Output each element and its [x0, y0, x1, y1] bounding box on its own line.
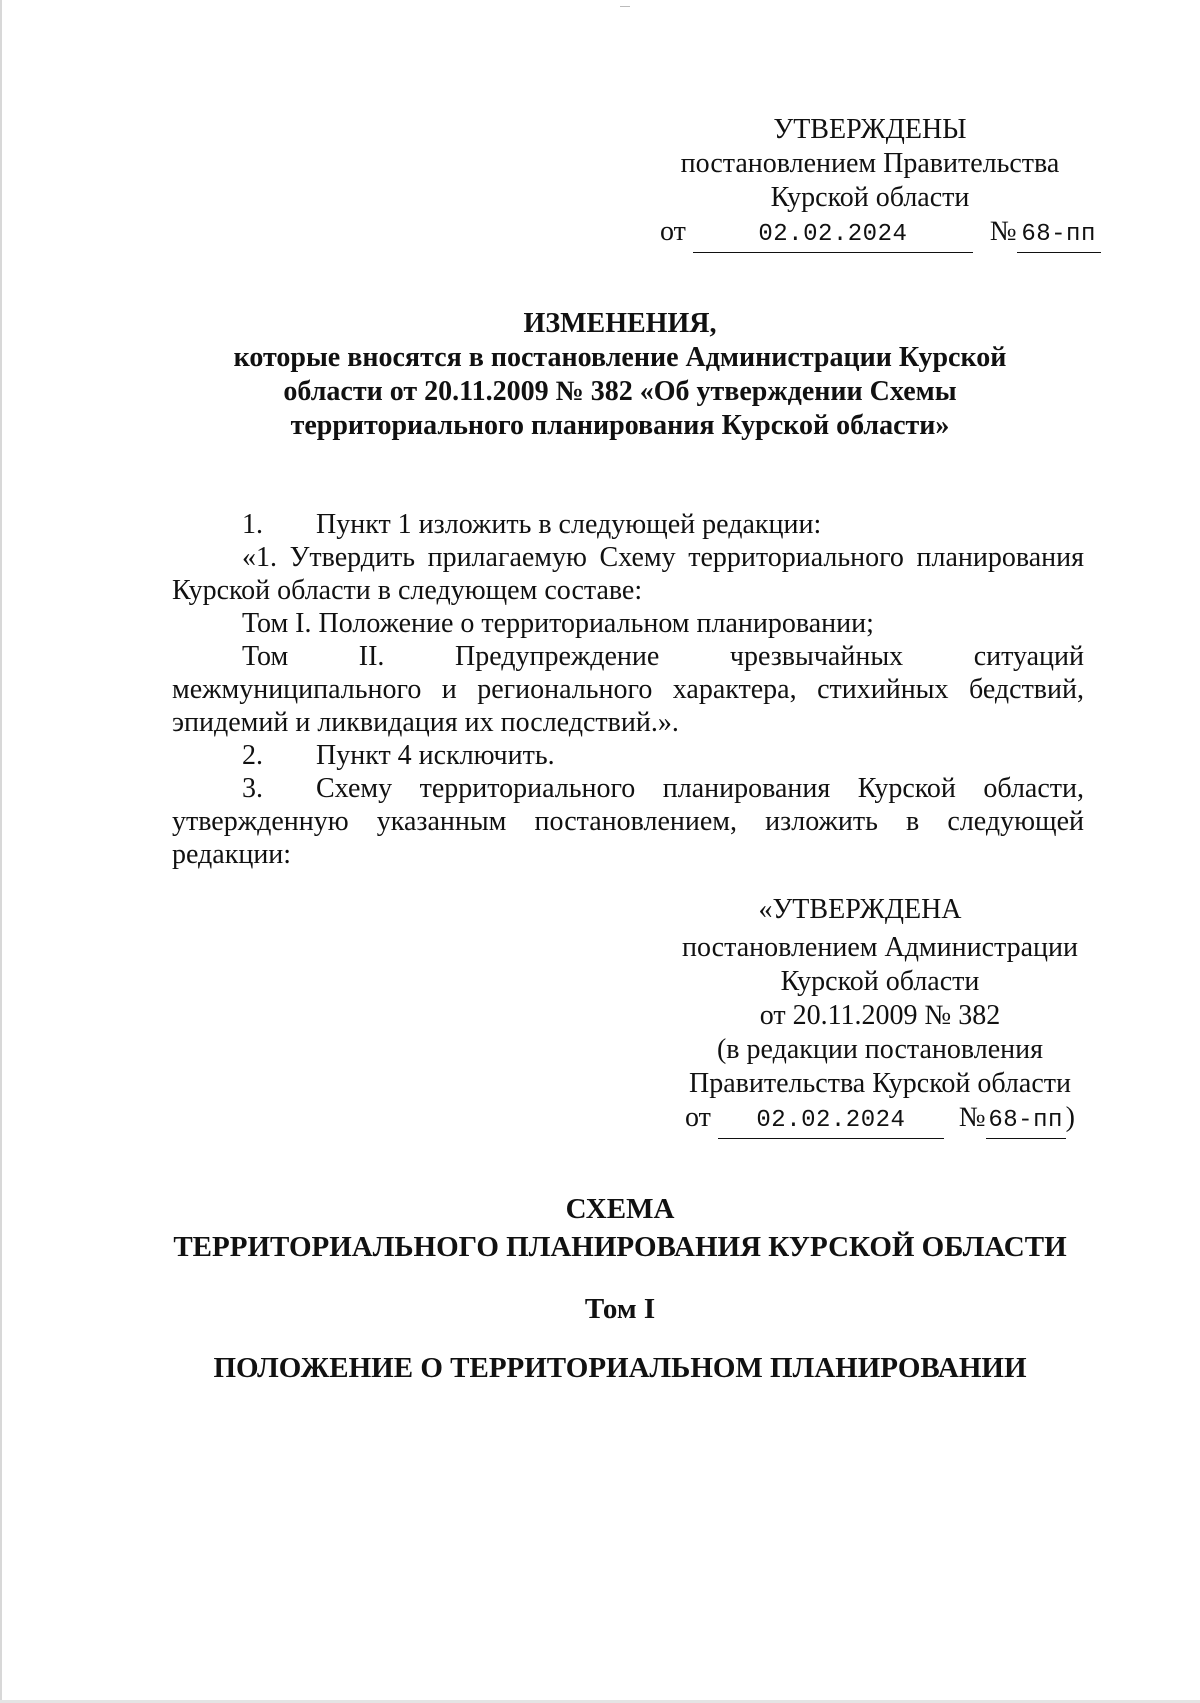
paragraph-3-line-2: утвержденную указанным постановлением, изложить в следующей	[172, 806, 1084, 837]
approval-number: 68-пп	[1017, 218, 1101, 253]
approval-line-2: постановлением Правительства	[680, 148, 1060, 179]
approval2-number-prefix: №	[958, 1102, 986, 1133]
changes-title	[160, 307, 1080, 443]
volume-1-item: Том I. Положение о территориальном планировании;	[242, 608, 874, 639]
changes-title-line-3: территориального планирования Курской области»	[290, 410, 950, 441]
approval-block-2	[660, 893, 1100, 1139]
schema-volume: Том I	[584, 1293, 656, 1325]
schema-title-line-1: СХЕМА	[565, 1193, 675, 1225]
paragraph-3-line-1	[172, 772, 1084, 805]
paragraph-3-line-3: редакции:	[172, 839, 292, 870]
paragraph-1	[172, 508, 1084, 541]
approval2-line-6: Правительства Курской области	[689, 1068, 1071, 1099]
paragraph-2-text: Пункт 4 исключить.	[316, 740, 555, 771]
number-prefix: №	[989, 216, 1017, 247]
volume-2-line-3: эпидемий и ликвидация их последствий.».	[172, 707, 679, 738]
scan-left-edge	[0, 0, 2, 1703]
paragraph-3-text: Схему территориального планирования Курской области,	[316, 773, 1084, 804]
approval-title: УТВЕРЖДЕНЫ	[773, 114, 967, 145]
paragraph-3-number: 3.	[242, 773, 263, 804]
paragraph-1-number: 1.	[242, 509, 263, 540]
approval2-close-paren: )	[1065, 1102, 1075, 1133]
schema-section: ПОЛОЖЕНИЕ О ТЕРРИТОРИАЛЬНОМ ПЛАНИРОВАНИИ	[213, 1352, 1027, 1384]
changes-title-line-2: области от 20.11.2009 № 382 «Об утверждении Схемы	[283, 376, 957, 407]
date-prefix: от	[660, 216, 686, 247]
document-body	[172, 508, 1084, 871]
approval2-number: 68-пп	[986, 1104, 1066, 1139]
approval-header	[660, 113, 1096, 253]
quote-1-line-1: «1. Утвердить прилагаемую Схему территориального планирования	[242, 542, 1084, 573]
volume-2-line-2: межмуниципального и регионального характера, стихийных бедствий,	[172, 674, 1084, 705]
paragraph-2	[172, 739, 1084, 772]
schema-title-line-2: ТЕРРИТОРИАЛЬНОГО ПЛАНИРОВАНИЯ КУРСКОЙ ОБЛАСТИ	[173, 1231, 1067, 1263]
quote-1-line-2: Курской области в следующем составе:	[172, 575, 643, 606]
approval-date: 02.02.2024	[693, 218, 973, 253]
approval2-title: «УТВЕРЖДЕНА	[758, 894, 962, 925]
approval-date-line	[660, 215, 1096, 253]
approval2-line-3: Курской области	[780, 966, 980, 997]
changes-heading: ИЗМЕНЕНИЯ,	[523, 308, 717, 339]
approval2-line-2: постановлением Администрации	[682, 932, 1078, 963]
approval2-date-line	[660, 1101, 1100, 1139]
volume-2-line-1: Том II. Предупреждение чрезвычайных ситуаций	[242, 641, 1084, 672]
paragraph-1-text: Пункт 1 изложить в следующей редакции:	[316, 509, 822, 540]
paragraph-2-number: 2.	[242, 740, 263, 771]
scan-mark	[620, 6, 630, 7]
approval2-date-prefix: от	[685, 1102, 711, 1133]
approval2-line-4: от 20.11.2009 № 382	[759, 1000, 1001, 1031]
approval2-date: 02.02.2024	[718, 1104, 944, 1139]
approval-line-3: Курской области	[770, 182, 970, 213]
schema-title	[120, 1190, 1120, 1266]
changes-title-line-1: которые вносятся в постановление Администрации Курской	[233, 342, 1007, 373]
approval2-line-5: (в редакции постановления	[716, 1034, 1044, 1065]
